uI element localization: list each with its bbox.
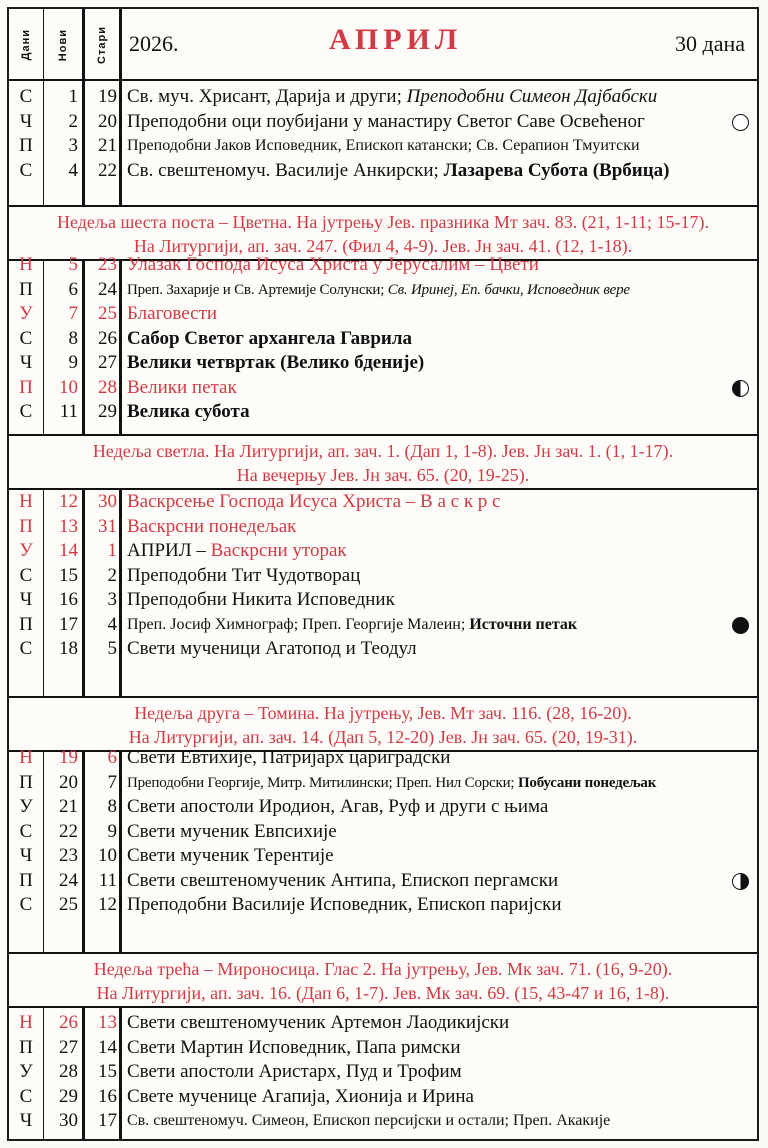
calendar-day-row xyxy=(9,400,757,425)
weekday-letter: Ч xyxy=(19,845,33,866)
new-date: 5 xyxy=(68,254,78,275)
sunday-line: Недеља трећа – Мироносица. Глас 2. На јутрењу, Јев. Мк зач. 71. (16, 9-20). xyxy=(93,959,673,979)
weekday-letter: Н xyxy=(19,491,33,512)
old-date: 2 xyxy=(107,564,117,586)
header-new: Нови xyxy=(56,28,69,62)
feast-text-part: Преподобни оци поубијани у манастиру Светог Саве Освећеног xyxy=(127,110,645,132)
feast-text-part: Побусани понедељак xyxy=(517,774,657,791)
feast-text-part: Свете мученице Агапија, Хионија и Ирина xyxy=(127,1085,474,1107)
weekday-letter: Н xyxy=(19,747,33,768)
feast-text-part: Васкрсење Господа Исуса Христа – В а с к р с xyxy=(127,491,501,512)
feast-text-part: Свети апостоли Иродион, Агав, Руф и други с њима xyxy=(127,796,549,817)
feast-text xyxy=(127,351,751,376)
feast-text xyxy=(127,134,751,159)
feast-text xyxy=(127,85,751,110)
new-date: 12 xyxy=(59,491,78,512)
weekday-letter: Ч xyxy=(19,352,33,373)
header-days: Дани xyxy=(20,29,32,61)
calendar-day-row xyxy=(9,302,757,327)
feast-text-part: Свети свештеномученик Артемон Лаодикијски xyxy=(127,1012,510,1033)
feast-text xyxy=(127,820,751,845)
moon-phase-icon xyxy=(732,873,749,890)
feast-text-part: Источни петак xyxy=(469,615,578,633)
old-date: 28 xyxy=(98,376,117,398)
feast-text-part: Сабор Светог архангела Гаврила xyxy=(127,327,412,349)
sunday-line: На Литургији, ап. зач. 16. (Дап 6, 1-7). Јев. Мк зач. 69. (15, 43-47 и 16, 1-8). xyxy=(96,983,670,1003)
day-count: 30 дана xyxy=(675,31,745,56)
old-date: 3 xyxy=(107,589,117,610)
weekday-letter: С xyxy=(19,564,33,586)
calendar-day-row xyxy=(9,1060,757,1085)
old-date: 5 xyxy=(107,638,117,659)
calendar-day-row xyxy=(9,637,757,662)
sunday-line: Недеља шеста поста – Цветна. На јутрењу Јев. празника Мт зач. 83. (21, 1-11; 15-17). xyxy=(57,212,709,232)
feast-text xyxy=(127,1060,751,1085)
feast-text xyxy=(127,746,751,771)
new-date: 6 xyxy=(68,278,78,300)
weekday-letter: П xyxy=(19,515,33,537)
feast-text xyxy=(127,539,751,564)
calendar-day-row xyxy=(9,746,757,771)
feast-text xyxy=(127,893,751,918)
weekday-letter: У xyxy=(19,303,33,324)
feast-text xyxy=(127,1085,751,1110)
sunday-line: Недеља друга – Томина. На јутрењу, Јев. Мт зач. 116. (28, 16-20). xyxy=(134,703,632,723)
moon-phase-icon xyxy=(732,617,749,634)
calendar-day-row xyxy=(9,1109,757,1134)
feast-text-part: Свети Евтихије, Патријарх цариградски xyxy=(127,747,451,768)
sunday-readings xyxy=(9,434,757,490)
new-date: 27 xyxy=(59,1036,78,1058)
weekday-letter: Ч xyxy=(19,110,33,132)
new-date: 19 xyxy=(59,747,78,768)
new-date: 10 xyxy=(59,376,78,398)
old-date: 31 xyxy=(98,515,117,537)
weekday-letter: П xyxy=(19,135,33,156)
year-label: 2026. xyxy=(129,31,179,56)
sunday-line: Недеља светла. На Литургији, ап. зач. 1. (Дап 1, 1-8). Јев. Јн зач. 1. (1, 1-17). xyxy=(92,441,674,461)
calendar-day-row xyxy=(9,539,757,564)
weekday-letter: П xyxy=(19,613,33,635)
old-date: 11 xyxy=(98,869,117,891)
calendar-day-row xyxy=(9,820,757,845)
old-date: 20 xyxy=(98,110,117,132)
feast-text xyxy=(127,327,751,352)
new-date: 17 xyxy=(59,613,78,635)
feast-text-part: Велика субота xyxy=(127,401,250,422)
feast-text-part: Преп. Јосиф Химнограф; Преп. Георгије Малеин; xyxy=(127,615,470,633)
new-date: 22 xyxy=(59,820,78,842)
feast-text-part: Свети мученик Евпсихије xyxy=(127,820,337,842)
old-date: 13 xyxy=(98,1012,117,1033)
feast-text xyxy=(127,637,751,662)
old-date: 9 xyxy=(107,820,117,842)
sunday-line: На Литургији, ап. зач. 14. (Дап 5, 12-20) Јев. Јн зач. 65. (20, 19-31). xyxy=(128,727,638,747)
feast-text-part: Свети свештеномученик Антипа, Епископ пергамски xyxy=(127,869,559,891)
new-date: 15 xyxy=(59,564,78,586)
calendar-day-row xyxy=(9,110,757,135)
weekday-letter: П xyxy=(19,771,33,793)
calendar-day-row xyxy=(9,1085,757,1110)
old-date: 7 xyxy=(107,771,117,793)
feast-text-part: Св. свештеномуч. Василије Анкирски; xyxy=(127,159,444,181)
feast-text-part: Св. свештеномуч. Симеон, Епископ персијски и остали; Преп. Акакије xyxy=(127,1112,611,1129)
weekday-letter: П xyxy=(19,869,33,891)
feast-text xyxy=(127,795,751,820)
calendar-day-row xyxy=(9,564,757,589)
old-date: 30 xyxy=(98,491,117,512)
new-date: 2 xyxy=(68,110,78,132)
old-date: 23 xyxy=(98,254,117,275)
calendar-day-row xyxy=(9,490,757,515)
feast-text-part: Свети мученик Терентије xyxy=(127,845,334,866)
old-date: 12 xyxy=(98,894,117,915)
old-date: 14 xyxy=(98,1036,117,1058)
old-date: 24 xyxy=(98,278,117,300)
new-date: 25 xyxy=(59,894,78,915)
old-date: 4 xyxy=(107,613,117,635)
calendar-day-row xyxy=(9,869,757,894)
feast-text-part: Преподобни Георгије, Митр. Митилински; Преп. Нил Сорски; xyxy=(127,774,518,791)
feast-text-part: Свети апостоли Аристарх, Пуд и Трофим xyxy=(127,1061,462,1082)
old-date: 19 xyxy=(98,86,117,107)
feast-text-part: Св. муч. Хрисант, Дарија и други; xyxy=(127,86,407,107)
feast-text-part: Свети Мартин Исповедник, Папа римски xyxy=(127,1036,461,1058)
old-date: 26 xyxy=(98,327,117,349)
calendar-day-row xyxy=(9,1011,757,1036)
month-title: АПРИЛ xyxy=(329,23,463,56)
weekday-letter: С xyxy=(19,894,33,915)
feast-text-part: Преподобни Симеон Дајбабски xyxy=(406,86,658,107)
new-date: 29 xyxy=(59,1085,78,1107)
moon-phase-icon xyxy=(732,380,749,397)
new-date: 13 xyxy=(59,515,78,537)
feast-text-part: Преп. Захарије и Св. Артемије Солунски; xyxy=(127,281,388,298)
feast-text-part: Свети мученици Агатопод и Теодул xyxy=(127,638,417,659)
weekday-letter: С xyxy=(19,86,33,107)
weekday-letter: У xyxy=(19,540,33,561)
weekday-letter: С xyxy=(19,401,33,422)
new-date: 16 xyxy=(59,589,78,610)
new-date: 4 xyxy=(68,159,78,181)
calendar-day-row xyxy=(9,85,757,110)
calendar-header xyxy=(9,9,757,81)
old-date: 10 xyxy=(98,845,117,866)
sunday-readings xyxy=(9,696,757,752)
old-date: 27 xyxy=(98,352,117,373)
weekday-letter: Ч xyxy=(19,1110,33,1131)
feast-text-part: Васкрсни понедељак xyxy=(127,515,297,537)
feast-text xyxy=(127,253,751,278)
old-date: 1 xyxy=(107,540,117,561)
weekday-letter: У xyxy=(19,1061,33,1082)
sunday-line: На вечерњу Јев. Јн зач. 65. (20, 19-25). xyxy=(236,465,530,485)
weekday-letter: С xyxy=(19,327,33,349)
calendar-day-row xyxy=(9,351,757,376)
calendar-day-row xyxy=(9,893,757,918)
new-date: 21 xyxy=(59,796,78,817)
feast-text-part: Велики четвртак (Велико бденије) xyxy=(127,352,425,373)
feast-text xyxy=(127,515,751,540)
weekday-letter: С xyxy=(19,159,33,181)
new-date: 3 xyxy=(68,135,78,156)
header-old: Стари xyxy=(96,26,108,64)
feast-text-part: Благовести xyxy=(127,303,218,324)
calendar-day-row xyxy=(9,253,757,278)
calendar-day-row xyxy=(9,278,757,303)
feast-text xyxy=(127,400,751,425)
feast-text xyxy=(127,771,751,796)
feast-text xyxy=(127,159,751,184)
calendar-day-row xyxy=(9,795,757,820)
feast-text-part: Велики петак xyxy=(127,376,237,398)
feast-text xyxy=(127,588,751,613)
moon-phase-icon xyxy=(732,114,749,131)
feast-text xyxy=(127,376,751,401)
old-date: 6 xyxy=(107,747,117,768)
feast-text xyxy=(127,278,751,303)
old-date: 21 xyxy=(98,135,117,156)
calendar-day-row xyxy=(9,1036,757,1061)
weekday-letter: У xyxy=(19,796,33,817)
new-date: 30 xyxy=(59,1110,78,1131)
weekday-letter: С xyxy=(19,1085,33,1107)
old-date: 15 xyxy=(98,1061,117,1082)
calendar-day-row xyxy=(9,613,757,638)
new-date: 11 xyxy=(59,401,78,422)
calendar-day-row xyxy=(9,771,757,796)
calendar-day-row xyxy=(9,515,757,540)
calendar-day-row xyxy=(9,134,757,159)
old-date: 17 xyxy=(98,1110,117,1131)
old-date: 8 xyxy=(107,796,117,817)
old-date: 16 xyxy=(98,1085,117,1107)
feast-text xyxy=(127,564,751,589)
new-date: 14 xyxy=(59,540,78,561)
calendar-day-row xyxy=(9,159,757,184)
feast-text xyxy=(127,302,751,327)
weekday-letter: П xyxy=(19,376,33,398)
feast-text-part: АПРИЛ – xyxy=(127,540,211,561)
old-date: 29 xyxy=(98,401,117,422)
calendar-day-row xyxy=(9,327,757,352)
feast-text xyxy=(127,844,751,869)
new-date: 9 xyxy=(68,352,78,373)
weekday-letter: Н xyxy=(19,254,33,275)
feast-text-part: Св. Иринеј, Еп. бачки, Исповедник вере xyxy=(387,281,630,298)
new-date: 7 xyxy=(68,303,78,324)
weekday-letter: Н xyxy=(19,1012,33,1033)
sunday-readings xyxy=(9,952,757,1008)
feast-text-part: Преподобни Јаков Исповедник, Епископ катански; Св. Серапион Тмуитски xyxy=(127,137,640,154)
new-date: 8 xyxy=(68,327,78,349)
new-date: 28 xyxy=(59,1061,78,1082)
feast-text-part: Улазак Господа Исуса Христа у Јерусалим – Цвети xyxy=(127,254,539,275)
feast-text xyxy=(127,1109,751,1134)
new-date: 23 xyxy=(59,845,78,866)
feast-text xyxy=(127,110,751,135)
feast-text xyxy=(127,490,751,515)
calendar-day-row xyxy=(9,844,757,869)
calendar-page xyxy=(7,7,759,1141)
calendar-day-row xyxy=(9,376,757,401)
new-date: 26 xyxy=(59,1012,78,1033)
feast-text xyxy=(127,1036,751,1061)
old-date: 22 xyxy=(98,159,117,181)
calendar-day-row xyxy=(9,588,757,613)
new-date: 20 xyxy=(59,771,78,793)
feast-text xyxy=(127,869,751,894)
feast-text xyxy=(127,1011,751,1036)
weekday-letter: С xyxy=(19,638,33,659)
old-date: 25 xyxy=(98,303,117,324)
new-date: 18 xyxy=(59,638,78,659)
feast-text xyxy=(127,613,751,638)
feast-text-part: Лазарева Субота (Врбица) xyxy=(443,159,670,181)
weekday-letter: С xyxy=(19,820,33,842)
new-date: 1 xyxy=(68,86,78,107)
feast-text-part: Преподобни Тит Чудотворац xyxy=(127,564,361,586)
new-date: 24 xyxy=(59,869,78,891)
weekday-letter: П xyxy=(19,1036,33,1058)
feast-text-part: Васкрсни уторак xyxy=(210,540,347,561)
sunday-line: На Литургији, ап. зач. 247. (Фил 4, 4-9). Јев. Јн зач. 41. (12, 1-18). xyxy=(133,236,633,256)
feast-text-part: Преподобни Никита Исповедник xyxy=(127,589,395,610)
feast-text-part: Преподобни Василије Исповедник, Епископ паријски xyxy=(127,894,562,915)
weekday-letter: Ч xyxy=(19,589,33,610)
weekday-letter: П xyxy=(19,278,33,300)
